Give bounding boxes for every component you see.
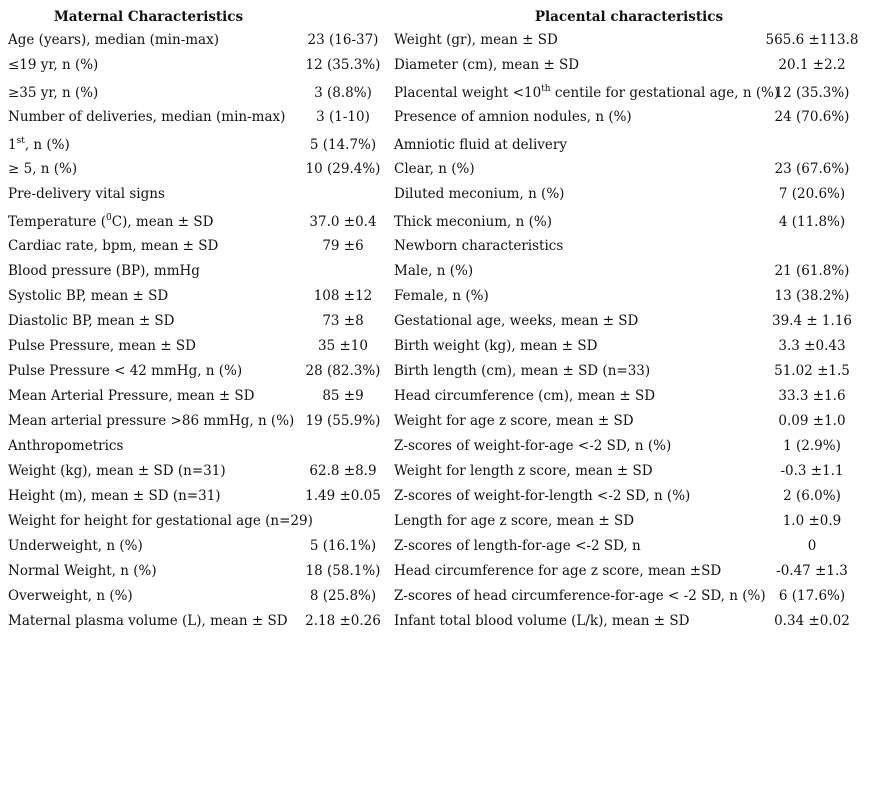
row-label: Head circumference for age z score, mean ±SD xyxy=(394,563,722,579)
row-value: 18 (58.1%) xyxy=(305,563,381,579)
row-label-text: Placental weight <10 xyxy=(394,85,542,101)
row-label: Gestational age, weeks, mean ± SD xyxy=(394,313,639,329)
row-value: 4 (11.8%) xyxy=(778,214,846,230)
row-label: Birth length (cm), mean ± SD (n=33) xyxy=(394,363,651,379)
row-value: 37.0 ±0.4 xyxy=(309,214,377,230)
table-row xyxy=(392,284,866,309)
table-row xyxy=(6,157,390,182)
table-row xyxy=(6,409,390,434)
row-label: Birth weight (kg), mean ± SD xyxy=(394,338,598,354)
row-label: Weight (kg), mean ± SD (n=31) xyxy=(8,463,226,479)
table-row xyxy=(6,105,390,130)
row-value: 10 (29.4%) xyxy=(305,161,381,177)
table-row xyxy=(6,609,390,634)
row-value: 12 (35.3%) xyxy=(774,85,850,101)
table-row xyxy=(6,584,390,609)
table-row xyxy=(392,130,866,157)
row-value: 6 (17.6%) xyxy=(778,588,846,604)
row-label-text: Temperature ( xyxy=(8,214,107,230)
row-label: Weight for age z score, mean ± SD xyxy=(394,413,634,429)
table-row xyxy=(6,234,390,259)
row-label: Weight (gr), mean ± SD xyxy=(394,32,558,48)
row-value: 79 ±6 xyxy=(322,238,364,254)
row-label-superscript: st xyxy=(16,136,25,146)
row-label: ≤19 yr, n (%) xyxy=(8,57,99,73)
table-row xyxy=(392,434,866,459)
row-label: Length for age z score, mean ± SD xyxy=(394,513,635,529)
table-row xyxy=(392,207,866,234)
row-value: -0.47 ±1.3 xyxy=(776,563,848,579)
row-value: -0.3 ±1.1 xyxy=(780,463,844,479)
row-value: 565.6 ±113.8 xyxy=(765,32,859,48)
table-row xyxy=(392,182,866,207)
row-label: ≥35 yr, n (%) xyxy=(8,85,99,101)
row-value: 3 (8.8%) xyxy=(314,85,372,101)
table-row xyxy=(392,259,866,284)
row-value: 20.1 ±2.2 xyxy=(778,57,846,73)
table-row xyxy=(392,509,866,534)
row-label: ≥ 5, n (%) xyxy=(8,161,78,177)
row-value: 3.3 ±0.43 xyxy=(778,338,846,354)
table-row xyxy=(6,309,390,334)
row-value: 12 (35.3%) xyxy=(305,57,381,73)
table-row xyxy=(6,459,390,484)
row-label: Z-scores of weight-for-age <-2 SD, n (%) xyxy=(394,438,672,454)
table-row xyxy=(6,130,390,157)
row-label: Blood pressure (BP), mmHg xyxy=(8,263,200,279)
row-label: Normal Weight, n (%) xyxy=(8,563,157,579)
row-label: Number of deliveries, median (min-max) xyxy=(8,109,286,125)
row-label: Anthropometrics xyxy=(8,438,124,454)
row-label: Weight for height for gestational age (n=29) xyxy=(8,513,313,529)
row-value: 85 ±9 xyxy=(322,388,364,404)
table-row xyxy=(392,53,866,78)
row-label: Z-scores of weight-for-length <-2 SD, n (%) xyxy=(394,488,691,504)
placental-rows xyxy=(392,28,866,634)
table-row xyxy=(6,384,390,409)
row-value: 1 (2.9%) xyxy=(783,438,841,454)
table-row xyxy=(392,584,866,609)
table-row xyxy=(392,309,866,334)
row-value: 35 ±10 xyxy=(318,338,368,354)
table-row xyxy=(392,105,866,130)
table-row xyxy=(6,509,390,534)
row-value: 0.34 ±0.02 xyxy=(774,613,850,629)
row-value: 39.4 ± 1.16 xyxy=(771,313,852,329)
row-label: Male, n (%) xyxy=(394,263,474,279)
row-value: 33.3 ±1.6 xyxy=(778,388,846,404)
row-label-text: C), mean ± SD xyxy=(111,214,214,230)
row-label: Pre-delivery vital signs xyxy=(8,186,165,202)
table-row xyxy=(6,78,390,105)
table-row xyxy=(392,157,866,182)
table-row xyxy=(392,484,866,509)
table-row xyxy=(392,409,866,434)
row-value: 2.18 ±0.26 xyxy=(305,613,381,629)
row-label-text: 1 xyxy=(8,137,17,153)
table-row xyxy=(392,534,866,559)
table-row xyxy=(6,259,390,284)
table-row xyxy=(392,559,866,584)
row-value: 1.49 ±0.05 xyxy=(305,488,381,504)
row-label: Amniotic fluid at delivery xyxy=(394,137,567,153)
table-row xyxy=(6,53,390,78)
row-value: 5 (14.7%) xyxy=(309,137,377,153)
row-label: Diastolic BP, mean ± SD xyxy=(8,313,175,329)
table-row xyxy=(6,534,390,559)
row-label: Clear, n (%) xyxy=(394,161,475,177)
table-row xyxy=(392,384,866,409)
table-row xyxy=(6,182,390,207)
placental-characteristics-column xyxy=(392,6,866,634)
table-row xyxy=(392,78,866,105)
row-label-superscript: th xyxy=(541,84,551,94)
row-label-text: centile for gestational age, n (%) xyxy=(550,85,780,101)
row-value: 21 (61.8%) xyxy=(774,263,850,279)
row-value: 0 xyxy=(807,538,817,554)
row-value: 23 (16-37) xyxy=(307,32,379,48)
table-row xyxy=(6,334,390,359)
table-row xyxy=(392,234,866,259)
row-label-text: , n (%) xyxy=(24,137,70,153)
table-row xyxy=(392,609,866,634)
maternal-header: Maternal Characteristics xyxy=(53,9,244,25)
row-value: 2 (6.0%) xyxy=(783,488,841,504)
row-value: 73 ±8 xyxy=(322,313,364,329)
row-value: 23 (67.6%) xyxy=(774,161,850,177)
row-value: 24 (70.6%) xyxy=(774,109,850,125)
row-value: 3 (1-10) xyxy=(316,109,370,125)
row-value: 51.02 ±1.5 xyxy=(774,363,850,379)
row-value: 8 (25.8%) xyxy=(309,588,377,604)
row-label: Infant total blood volume (L/k), mean ± SD xyxy=(394,613,690,629)
row-label: Maternal plasma volume (L), mean ± SD xyxy=(8,613,288,629)
row-label: Head circumference (cm), mean ± SD xyxy=(394,388,656,404)
row-label: Z-scores of length-for-age <-2 SD, n xyxy=(394,538,641,554)
row-value: 5 (16.1%) xyxy=(309,538,377,554)
table-row xyxy=(6,28,390,53)
row-label: Newborn characteristics xyxy=(394,238,564,254)
row-label: Mean Arterial Pressure, mean ± SD xyxy=(8,388,255,404)
table-row xyxy=(6,559,390,584)
row-label: Underweight, n (%) xyxy=(8,538,143,554)
row-label: Overweight, n (%) xyxy=(8,588,133,604)
row-label: Z-scores of head circumference-for-age < -2 SD, n (%) xyxy=(394,588,766,604)
row-label: Thick meconium, n (%) xyxy=(394,214,552,230)
row-label: Cardiac rate, bpm, mean ± SD xyxy=(8,238,219,254)
row-label: Pulse Pressure < 42 mmHg, n (%) xyxy=(8,363,243,379)
row-label: Mean arterial pressure >86 mmHg, n (%) xyxy=(8,413,295,429)
placental-header: Placental characteristics xyxy=(534,9,724,25)
table-row xyxy=(6,359,390,384)
row-label: Presence of amnion nodules, n (%) xyxy=(394,109,632,125)
table-row xyxy=(392,359,866,384)
row-label: Pulse Pressure, mean ± SD xyxy=(8,338,196,354)
row-label: Female, n (%) xyxy=(394,288,489,304)
row-value: 13 (38.2%) xyxy=(774,288,850,304)
table-row xyxy=(6,484,390,509)
table-row xyxy=(6,207,390,234)
row-label: Weight for length z score, mean ± SD xyxy=(394,463,653,479)
row-label: Diluted meconium, n (%) xyxy=(394,186,565,202)
row-value: 19 (55.9%) xyxy=(305,413,381,429)
table-row xyxy=(392,459,866,484)
row-label: Age (years), median (min-max) xyxy=(8,32,219,48)
row-value: 0.09 ±1.0 xyxy=(778,413,846,429)
row-label: Height (m), mean ± SD (n=31) xyxy=(8,488,221,504)
row-label: Systolic BP, mean ± SD xyxy=(8,288,169,304)
maternal-rows xyxy=(6,28,390,634)
table-row xyxy=(6,284,390,309)
row-label-superscript: 0 xyxy=(106,213,112,223)
table-row xyxy=(392,28,866,53)
row-label: Diameter (cm), mean ± SD xyxy=(394,57,580,73)
table-row xyxy=(392,334,866,359)
row-value: 108 ±12 xyxy=(313,288,373,304)
row-value: 1.0 ±0.9 xyxy=(782,513,842,529)
row-value: 62.8 ±8.9 xyxy=(309,463,377,479)
table-row xyxy=(6,434,390,459)
maternal-characteristics-column xyxy=(6,6,390,634)
row-value: 28 (82.3%) xyxy=(305,363,381,379)
row-value: 7 (20.6%) xyxy=(778,186,846,202)
